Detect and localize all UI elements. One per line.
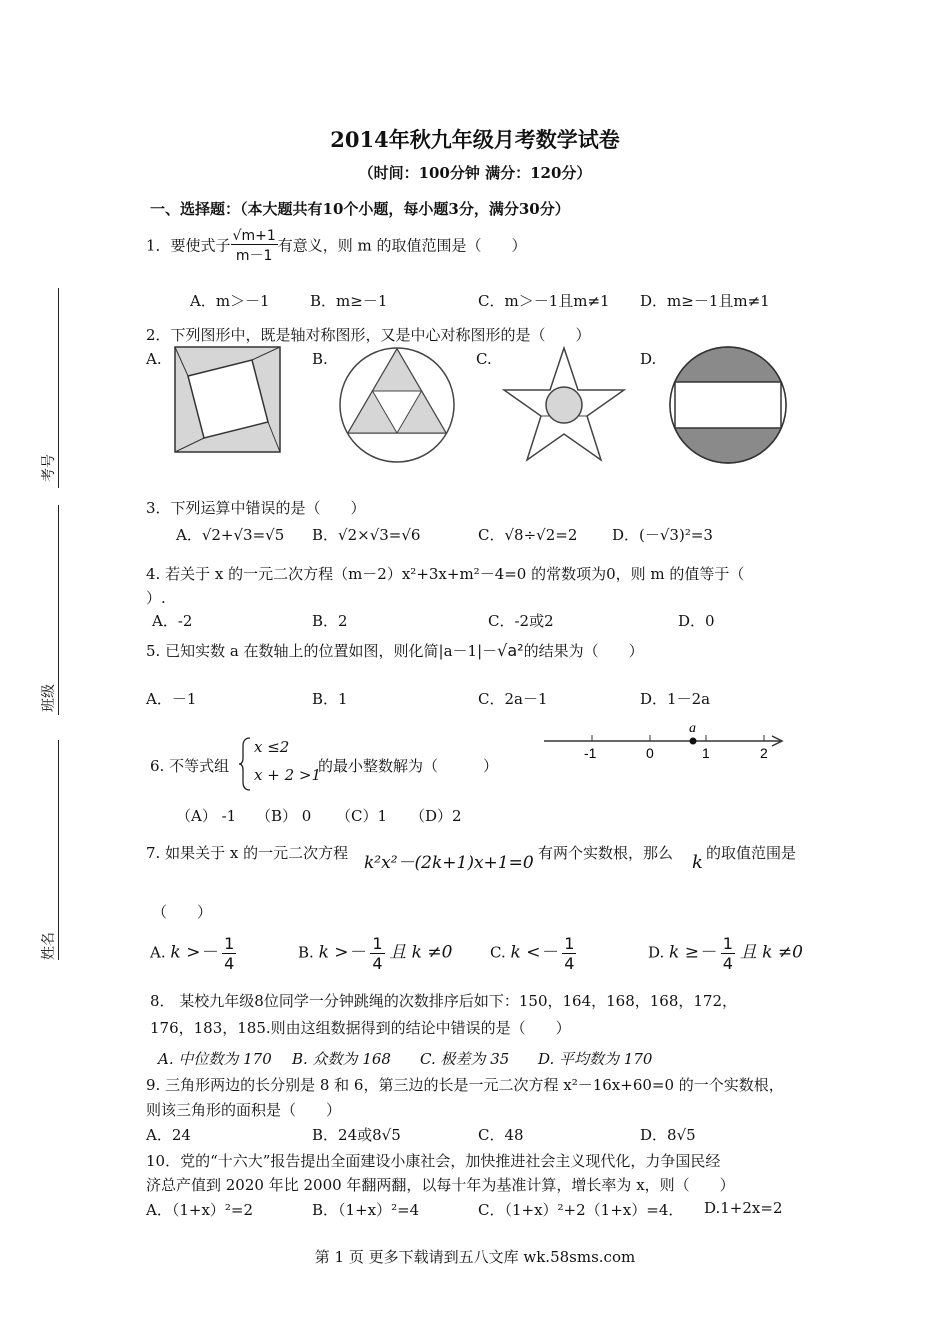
question-1 <box>146 228 527 265</box>
q5-prefix: 5. 已知实数 a 在数轴上的位置如图，则化简|a－1|－ <box>146 642 498 660</box>
frac-num: 1 <box>224 934 235 953</box>
q7-d-frac <box>721 934 735 973</box>
question-6-suffix: 的最小整数解为（ ） <box>318 757 499 775</box>
q4-option-b: B．2 <box>312 612 348 630</box>
q6-option-d: （D）2 <box>410 807 462 825</box>
q7-c-frac <box>562 934 576 973</box>
question-7-tail: 的取值范围是 <box>706 844 797 862</box>
q6-inequality-1: x ≤2 <box>254 738 290 756</box>
q5-root: √a² <box>497 641 524 660</box>
side-line-exam-number <box>58 288 59 488</box>
q10-option-a: A．（1+x）²=2 <box>146 1201 254 1219</box>
frac-num: 1 <box>564 934 575 953</box>
q7-c-label: C. <box>490 943 506 962</box>
q1-option-b: B．m≥－1 <box>310 292 388 310</box>
question-9-cont: 则该三角形的面积是（ ） <box>146 1101 342 1119</box>
frac-den: 4 <box>722 954 733 973</box>
q9-option-b: B．24或8√5 <box>312 1126 401 1144</box>
q9-option-d: D．8√5 <box>640 1126 696 1144</box>
q6-option-c: （C）1 <box>336 807 388 825</box>
point-a-label: a <box>689 721 696 736</box>
q4-option-d: D．0 <box>678 612 715 630</box>
q8-option-d: D. 平均数为 170 <box>538 1050 653 1068</box>
system-brace <box>238 736 252 792</box>
side-label-class: 班级 <box>41 684 57 712</box>
q7-k: k <box>692 852 703 873</box>
q7-a-rel: k >－ <box>170 942 218 963</box>
frac-num: 1 <box>722 934 733 953</box>
q7-d-label: D. <box>648 943 665 962</box>
question-10-cont: 济总产值到 2020 年比 2000 年翻两翻，以每十年为基准计算，增长率为 x，则（ ） <box>146 1176 735 1194</box>
figure-d-circle-rect <box>668 344 788 466</box>
frac-den: 4 <box>224 954 235 973</box>
q8-option-a: A. 中位数为 170 <box>158 1050 272 1068</box>
q2-label-a: A. <box>146 350 162 368</box>
question-8-cont: 176，183，185.则由这组数据得到的结论中错误的是（ ） <box>150 1019 571 1037</box>
question-7-prefix: 7. 如果关于 x 的一元二次方程 <box>146 844 349 862</box>
q3-option-a: A．√2+√3=√5 <box>176 526 285 544</box>
side-label-name: 姓名 <box>41 932 57 960</box>
q3-option-c: C．√8÷√2=2 <box>478 526 578 544</box>
q5-suffix: 的结果为（ ） <box>523 642 644 660</box>
q1-prefix: 1．要使式子 <box>146 236 231 255</box>
q2-label-d: D. <box>640 350 657 368</box>
q7-d-rel: k ≥－ <box>669 942 716 963</box>
frac-den: 4 <box>564 954 575 973</box>
q5-option-b: B．1 <box>312 690 348 708</box>
q1-option-c: C．m＞－1且m≠1 <box>478 292 610 310</box>
question-4-cont: ）. <box>146 589 166 607</box>
exam-info: （时间：100分钟 满分：120分） <box>358 164 592 182</box>
frac-den: 4 <box>372 954 383 973</box>
question-4: 4. 若关于 x 的一元二次方程（m－2）x²+3x+m²－4=0 的常数项为0，则 m 的值等于（ <box>146 565 745 583</box>
q7-d-after: 且 k ≠0 <box>739 942 803 963</box>
q2-label-b: B. <box>312 350 328 368</box>
tick-label: -1 <box>584 745 597 761</box>
q7-equation: k²x²－(2k+1)x+1=0 <box>364 853 534 873</box>
q7-option-d <box>648 934 803 973</box>
q10-option-c: C．（1+x）²+2（1+x）=4． <box>478 1201 684 1219</box>
question-3: 3．下列运算中错误的是（ ） <box>146 499 366 517</box>
q5-option-d: D．1－2a <box>640 690 711 708</box>
q7-option-a <box>150 934 236 973</box>
q10-option-d: D.1+2x=2 <box>704 1199 783 1217</box>
tick-label: 2 <box>760 745 768 761</box>
side-line-name <box>58 740 59 960</box>
q5-option-c: C．2a－1 <box>478 690 548 708</box>
question-9: 9. 三角形两边的长分别是 8 和 6，第三边的长是一元二次方程 x²－16x+60=0 的一个实数根， <box>146 1076 784 1094</box>
q6-option-a: （A） -1 <box>176 807 237 825</box>
q7-b-rel: k >－ <box>318 942 366 963</box>
q7-a-label: A. <box>150 943 166 962</box>
question-10: 10．党的“十六大”报告提出全面建设小康社会，加快推进社会主义现代化，力争国民经 <box>146 1152 721 1170</box>
q1-option-d: D．m≥－1且m≠1 <box>640 292 770 310</box>
q1-denominator: m－1 <box>235 248 273 264</box>
question-7-suffix: 有两个实数根，那么 <box>538 844 674 862</box>
q7-b-after: 且 k ≠0 <box>389 942 453 963</box>
section-heading: 一、选择题：（本大题共有10个小题，每小题3分，满分30分） <box>150 200 570 218</box>
figure-a-square <box>174 346 282 454</box>
q9-option-c: C．48 <box>478 1126 524 1144</box>
question-6-prefix: 6. 不等式组 <box>150 757 230 775</box>
tick-label: 0 <box>646 745 654 761</box>
q4-option-a: A．-2 <box>152 612 193 630</box>
frac-num: 1 <box>372 934 383 953</box>
question-5 <box>146 640 644 661</box>
page-title: 2014年秋九年级月考数学试卷 <box>330 127 620 152</box>
q1-option-a: A．m＞－1 <box>190 292 270 310</box>
q5-option-a: A．－1 <box>146 690 197 708</box>
q6-inequality-2: x + 2 >1 <box>254 766 321 784</box>
question-2: 2．下列图形中，既是轴对称图形，又是中心对称图形的是（ ） <box>146 326 591 344</box>
q3-option-d: D．(－√3)²=3 <box>612 526 713 544</box>
q7-option-c <box>490 934 576 973</box>
page-footer: 第 1 页 更多下载请到五八文库 wk.58sms.com <box>314 1248 636 1266</box>
q8-option-c: C. 极差为 35 <box>420 1050 510 1068</box>
figure-b-circle-triangle <box>338 346 456 464</box>
q6-option-b: （B） 0 <box>256 807 312 825</box>
point-a <box>690 738 697 745</box>
figure-c-star <box>502 346 626 462</box>
q7-b-frac <box>370 934 384 973</box>
question-8: 8． 某校九年级8位同学一分钟跳绳的次数排序后如下：150，164，168，168，172， <box>150 992 738 1010</box>
side-line-class <box>58 505 59 715</box>
q9-option-a: A．24 <box>146 1126 191 1144</box>
q3-option-b: B．√2×√3=√6 <box>312 526 421 544</box>
tick-label: 1 <box>702 745 710 761</box>
q7-b-label: B. <box>298 943 314 962</box>
q4-option-c: C．-2或2 <box>488 612 554 630</box>
q1-numerator: √m+1 <box>232 228 276 244</box>
q10-option-b: B．（1+x）²=4 <box>312 1201 420 1219</box>
number-line <box>540 716 790 766</box>
q7-a-frac <box>222 934 236 973</box>
q8-option-b: B. 众数为 168 <box>292 1050 391 1068</box>
q2-label-c: C. <box>476 350 492 368</box>
q1-suffix: 有意义，则 m 的取值范围是（ ） <box>277 236 527 255</box>
q7-option-b <box>298 934 452 973</box>
question-7-blank: （ ） <box>152 903 213 921</box>
q7-c-rel: k <－ <box>510 942 558 963</box>
side-label-exam-number: 考号 <box>41 454 57 482</box>
q1-fraction <box>231 228 278 265</box>
